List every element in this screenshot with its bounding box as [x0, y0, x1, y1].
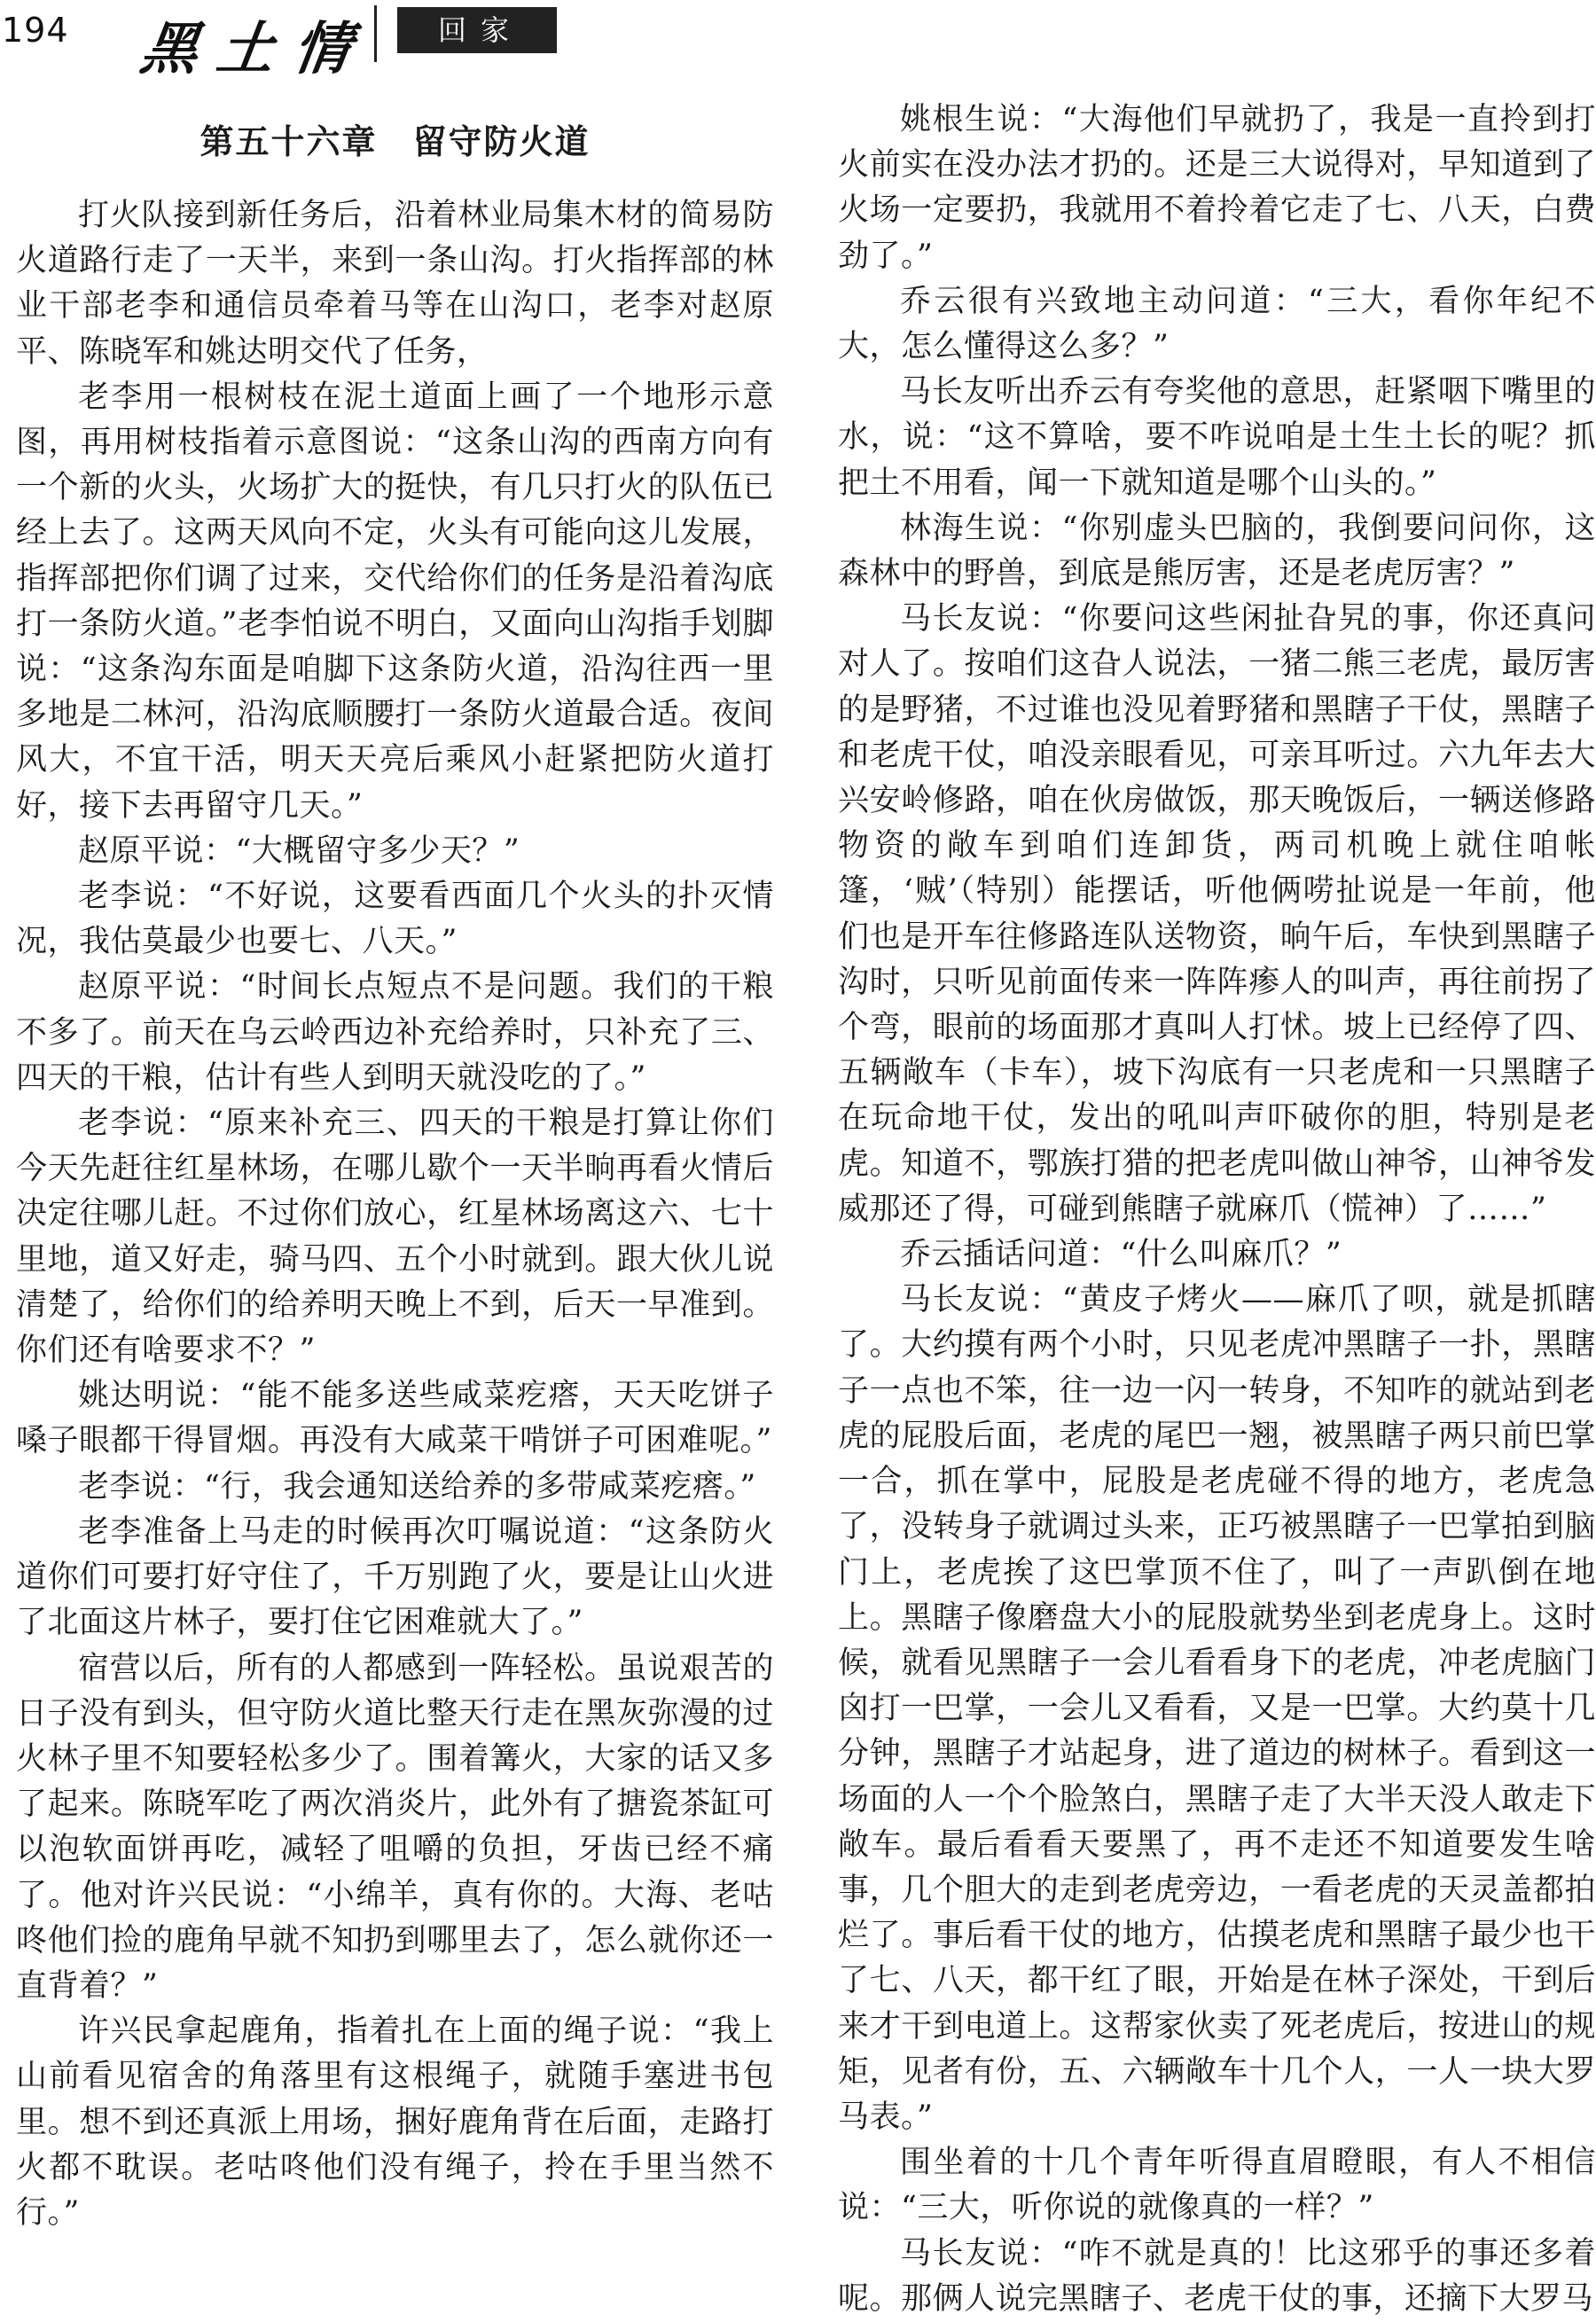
page-header	[0, 0, 1596, 82]
paragraph: 老李说：“行，我会通知送给养的多带咸菜疙瘩。”	[78, 1468, 756, 1505]
left-column	[16, 98, 774, 2281]
page-number: 194	[2, 11, 69, 50]
paragraph: 围坐着的十几个青年听得直眉瞪眼，有人不相信说：“三大，听你说的就像真的一样？”	[838, 2145, 1596, 2226]
paragraph: 马长友听出乔云有夸奖他的意思，赶紧咽下嘴里的水，说：“这不算啥，要不咋说咱是土生土长的呢？抓把土不用看，闻一下就知道是哪个山头的。”	[838, 374, 1596, 501]
paragraph: 乔云插话问道：“什么叫麻爪？”	[900, 1237, 1342, 1273]
paragraph: 林海生说：“你别虚头巴脑的，我倒要问问你，这森林中的野兽，到底是熊厉害，还是老虎厉害？”	[838, 510, 1596, 592]
paragraph: 姚达明说：“能不能多送些咸菜疙瘩，天天吃饼子嗓子眼都干得冒烟。再没有大咸菜干啃饼子可困难呢。”	[16, 1378, 774, 1459]
paragraph: 宿营以后，所有的人都感到一阵轻松。虽说艰苦的日子没有到头，但守防火道比整天行走在黑灰弥漫的过火林子里不知要轻松多少了。围着篝火，大家的话又多了起来。陈晓军吃了两次消炎片，此外有了搪瓷茶缸可以泡软面饼再吃，减轻了咀嚼的负担，牙齿已经不痛了。他对许兴民说：“小绵羊，真有你的。大海、老咕咚他们捡的鹿角早就不知扔到哪里去了，怎么就你还一直背着？”	[16, 1650, 774, 2004]
paragraph: 许兴民拿起鹿角，指着扎在上面的绳子说：“我上山前看见宿舍的角落里有这根绳子，就随手塞进书包里。想不到还真派上用场，捆好鹿角背在后面，走路打火都不耽误。老咕咚他们没有绳子，拎在手里当然不行。”	[16, 2013, 774, 2231]
article-body	[16, 98, 1596, 2317]
paragraph: 马长友说：“黄皮子烤火——麻爪了呗，就是抓瞎了。大约摸有两个小时，只见老虎冲黑瞎子一扑，黑瞎子一点也不笨，往一边一闪一转身，不知咋的就站到老虎的屁股后面，老虎的尾巴一翘，被黑瞎子两只前巴掌一合，抓在掌中，屁股是老虎碰不得的地方，老虎急了，没转身子就调过头来，正巧被黑瞎子一巴掌拍到脑门上，老虎挨了这巴掌顶不住了，叫了一声趴倒在地上。黑瞎子像磨盘大小的屁股就势坐到老虎身上。这时候，就看见黑瞎子一会儿看看身下的老虎，冲老虎脑门囟打一巴掌，一会儿又看看，又是一巴掌。大约莫十几分钟，黑瞎子才站起身，进了道边的树林子。看到这一场面的人一个个脸煞白，黑瞎子走了大半天没人敢走下敞车。最后看看天要黑了，再不走还不知道要发生啥事，几个胆大的走到老虎旁边，一看老虎的天灵盖都拍烂了。事后看干仗的地方，估摸老虎和黑瞎子最少也干了七、八天，都干红了眼，开始是在林子深处，干到后来才干到电道上。这帮家伙卖了死老虎后，按进山的规矩，见者有份，五、六辆敞车十几个人，一人一块大罗马表。”	[838, 1282, 1596, 2135]
paragraph: 姚根生说：“大海他们早就扔了，我是一直拎到打火前实在没办法才扔的。还是三大说得对，早知道到了火场一定要扔，我就用不着拎着它走了七、八天，白费劲了。”	[838, 102, 1596, 274]
paragraph: 乔云很有兴致地主动问道：“三大，看你年纪不大，怎么懂得这么多？”	[838, 283, 1596, 365]
header-divider	[374, 5, 377, 62]
paragraph: 马长友说：“你要问这些闲扯旮旯的事，你还真问对人了。按咱们这旮人说法，一猪二熊三老虎，最厉害的是野猪，不过谁也没见着野猪和黑瞎子干仗，黑瞎子和老虎干仗，咱没亲眼看见，可亲耳听过。六九年去大兴安岭修路，咱在伙房做饭，那天晚饭后，一辆送修路物资的敞车到咱们连卸货，两司机晚上就住咱帐篷，‘贼’（特别）能摆话，听他俩唠扯说是一年前，他们也是开车往修路连队送物资，晌午后，车快到黑瞎子沟时，只听见前面传来一阵阵瘆人的叫声，再往前拐了个弯，眼前的场面那才真叫人打怵。坡上已经停了四、五辆敞车（卡车），坡下沟底有一只老虎和一只黑瞎子在玩命地干仗，发出的吼叫声吓破你的胆，特别是老虎。知道不，鄂族打猎的把老虎叫做山神爷，山神爷发威那还了得，可碰到熊瞎子就麻爪（慌神）了……”	[838, 601, 1596, 1227]
paragraph: 老李准备上马走的时候再次叮嘱说道：“这条防火道你们可要打好守住了，千万别跑了火，要是让山火进了北面这片林子，要打住它困难就大了。”	[16, 1513, 774, 1641]
paragraph: 打火队接到新任务后，沿着林业局集木材的简易防火道路行走了一天半，来到一条山沟。打火指挥部的林业干部老李和通信员牵着马等在山沟口，老李对赵原平、陈晓军和姚达明交代了任务，	[16, 198, 774, 370]
paragraph: 赵原平说：“大概留守多少天？”	[78, 833, 520, 869]
right-column	[838, 98, 1596, 2317]
paragraph: 老李说：“不好说，这要看西面几个火头的扑灭情况，我估莫最少也要七、八天。”	[16, 879, 774, 960]
chapter-title: 第五十六章 留守防火道	[200, 122, 591, 161]
paragraph: 老李用一根树枝在泥土道面上画了一个地形示意图，再用树枝指着示意图说：“这条山沟的西南方向有一个新的火头，火场扩大的挺快，有几只打火的队伍已经上去了。这两天风向不定，火头有可能向这儿发展，指挥部把你们调了过来，交代给你们的任务是沿着沟底打一条防火道。”老李怕说不明白，又面向山沟指手划脚说：“这条沟东面是咱脚下这条防火道，沿沟往西一里多地是二林河，沿沟底顺腰打一条防火道最合适。夜间风大，不宜干活，明天天亮后乘风小赶紧把防火道打好，接下去再留守几天。”	[16, 379, 774, 824]
paragraph: 马长友说：“咋不就是真的！比这邪乎的事还多着呢。那俩人说完黑瞎子、老虎干仗的事，还摘下大罗马	[838, 2235, 1596, 2317]
paragraph: 老李说：“原来补充三、四天的干粮是打算让你们今天先赶往红星林场，在哪儿歇个一天半晌再看火情后决定往哪儿赶。不过你们放心，红星林场离这六、七十里地，道又好走，骑马四、五个小时就到。跟大伙儿说清楚了，给你们的给养明天晚上不到，后天一早准到。你们还有啥要求不？”	[16, 1106, 774, 1369]
section-badge: 回家	[397, 7, 557, 53]
paragraph: 赵原平说：“时间长点短点不是问题。我们的干粮不多了。前天在乌云岭西边补充给养时，只补充了三、四天的干粮，估计有些人到明天就没吃的了。”	[16, 969, 774, 1096]
masthead-title: 黑土情	[136, 16, 375, 82]
